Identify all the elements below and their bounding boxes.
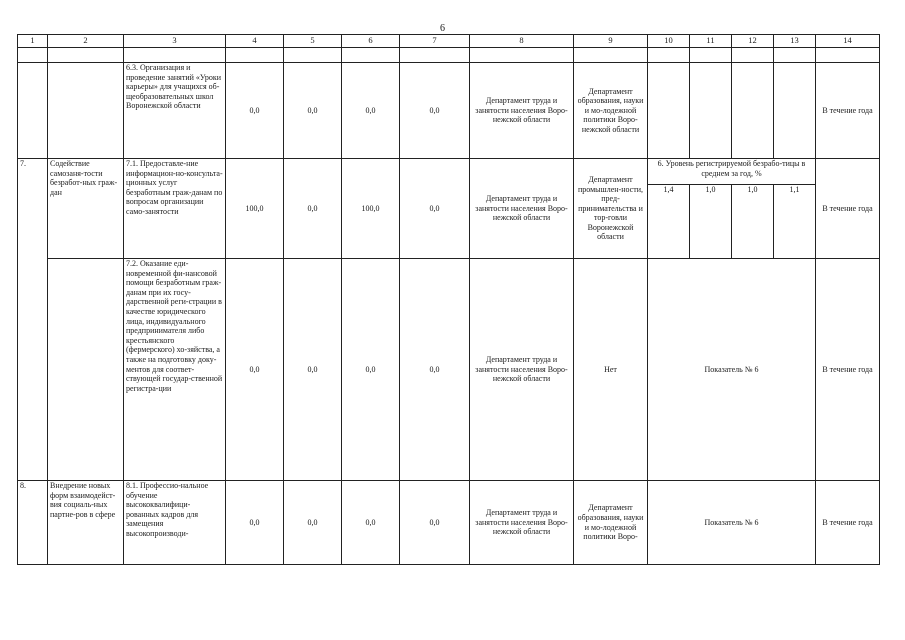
executor-cell: Департамент труда и занятости населения Воро-нежской области [470,481,574,565]
value-cell: 0,0 [400,63,470,159]
col-header: 12 [732,35,774,48]
col-header: 11 [690,35,732,48]
value-cell: 0,0 [400,259,470,481]
table-row [18,63,880,159]
col-header: 9 [574,35,648,48]
col-header: 14 [816,35,880,48]
executor-cell: Департамент труда и занятости населения Воро-нежской области [470,63,574,159]
term-cell: В течение года [816,159,880,259]
term-cell: В течение года [816,259,880,481]
program-activities-table [17,34,880,565]
page-number: 6 [440,23,445,34]
value-cell: 0,0 [284,481,342,565]
table-row [18,481,880,565]
column-number-row [18,35,880,48]
indicator-cell: Показатель № 6 [648,259,816,481]
row-number: 7. [18,159,48,481]
value-cell: 100,0 [226,159,284,259]
event-cell: Содействие самозаня-тости безработ-ных граж-дан [48,159,124,259]
value-cell: 100,0 [342,159,400,259]
value-cell: 0,0 [342,63,400,159]
coexecutor-cell: Нет [574,259,648,481]
activity-cell: 7.2. Оказание еди-новременной фи-нансовой помощи безработным граж-данам при их госу-дарственной реги-страции в качестве юридического лица, индивидуального предпринимателя либо крестьянского (фермерского) хо-зяйства, а также на подготовку доку-ментов для соответ-ствующей государ-ственной регистра-ции [124,259,226,481]
value-cell: 0,0 [342,481,400,565]
value-cell: 0,0 [226,259,284,481]
executor-cell: Департамент труда и занятости населения Воро-нежской области [470,159,574,259]
indicator-cell: 6. Уровень регистрируемой безрабо-тицы в среднем за год, % [648,159,816,185]
coexecutor-cell: Департамент образования, науки и мо-лодежной политики Воро-нежской области [574,63,648,159]
col-header: 13 [774,35,816,48]
col-header: 2 [48,35,124,48]
col-header: 3 [124,35,226,48]
value-cell: 0,0 [400,159,470,259]
value-cell: 0,0 [226,481,284,565]
coexecutor-cell: Департамент промышлен-ности, пред-принимательства и тор-говли Воронежской области [574,159,648,259]
indicator-value: 1,0 [732,185,774,259]
row-number: 8. [18,481,48,565]
indicator-cell: Показатель № 6 [648,481,816,565]
col-header: 5 [284,35,342,48]
value-cell: 0,0 [400,481,470,565]
event-cell: Внедрение новых форм взаимодейст-вия социаль-ных партне-ров в сфере [48,481,124,565]
indicator-value: 1,4 [648,185,690,259]
table-row [18,259,880,481]
activity-cell: 8.1. Профессио-нальное обучение высококвалифици-рованных кадров для замещения высокопроизводи- [124,481,226,565]
activity-cell: 7.1. Предоставле-ние информацион-но-консульта-ционных услуг безработным граж-данам по вопросам организации само-занятости [124,159,226,259]
col-header: 7 [400,35,470,48]
col-header: 10 [648,35,690,48]
spacer-row [18,48,880,63]
col-header: 1 [18,35,48,48]
value-cell: 0,0 [284,159,342,259]
col-header: 6 [342,35,400,48]
col-header: 4 [226,35,284,48]
value-cell: 0,0 [284,259,342,481]
indicator-value: 1,0 [690,185,732,259]
executor-cell: Департамент труда и занятости населения Воро-нежской области [470,259,574,481]
value-cell: 0,0 [284,63,342,159]
indicator-value: 1,1 [774,185,816,259]
value-cell: 0,0 [226,63,284,159]
coexecutor-cell: Департамент образования, науки и мо-лодежной политики Воро- [574,481,648,565]
term-cell: В течение года [816,63,880,159]
term-cell: В течение года [816,481,880,565]
col-header: 8 [470,35,574,48]
value-cell: 0,0 [342,259,400,481]
table-row [18,159,880,185]
activity-cell: 6.3. Организация и проведение занятий «Уроки карьеры» для учащихся об-щеобразовательных школ Воронежской области [124,63,226,159]
